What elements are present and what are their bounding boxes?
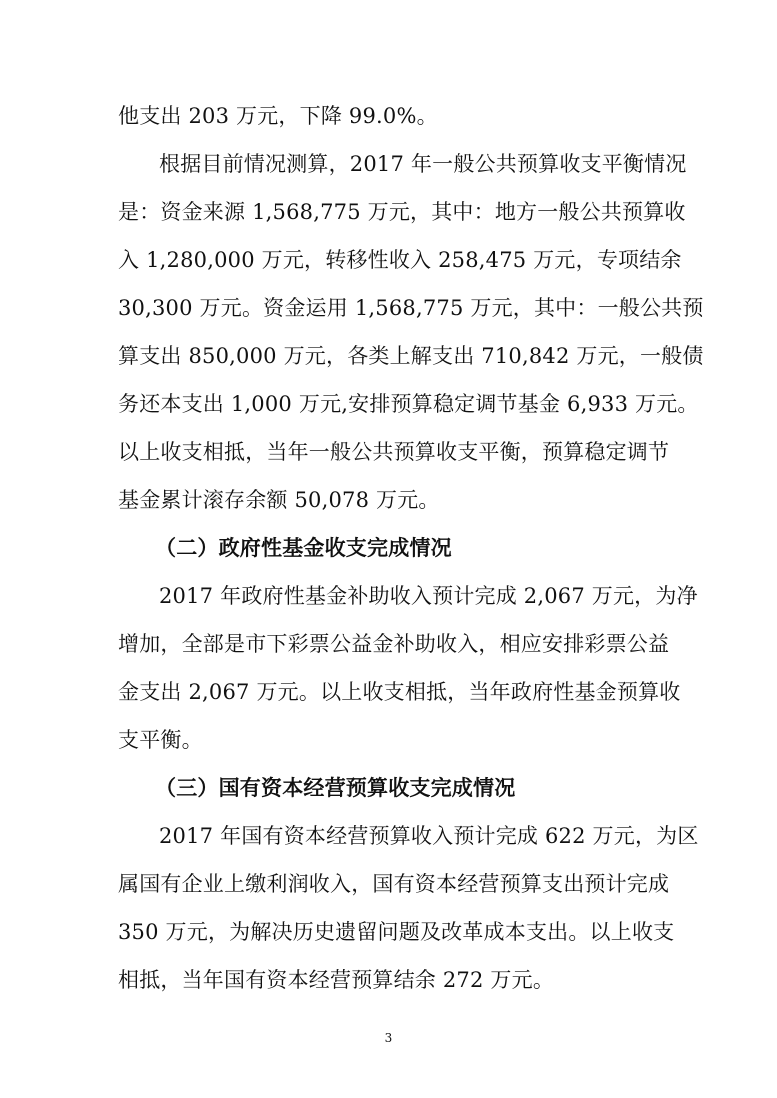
text-line: 350 万元，为解决历史遗留问题及改革成本支出。以上收支 (118, 920, 675, 944)
text-line: 入 1,280,000 万元，转移性收入 258,475 万元，专项结余 (118, 248, 682, 272)
text-line: 2017 年政府性基金补助收入预计完成 2,067 万元，为净 (159, 584, 698, 608)
text-line: 金支出 2,067 万元。以上收支相抵，当年政府性基金预算收 (118, 680, 681, 704)
text-line: 属国有企业上缴利润收入，国有资本经营预算支出预计完成 (118, 872, 670, 896)
text-line: 他支出 203 万元，下降 99.0%。 (118, 104, 438, 128)
text-line: 根据目前情况测算，2017 年一般公共预算收支平衡情况 (159, 152, 687, 176)
section-heading: （三）国有资本经营预算收支完成情况 (155, 775, 516, 800)
text-line: 增加，全部是市下彩票公益金补助收入，相应安排彩票公益 (118, 632, 670, 656)
text-line: 支平衡。 (118, 728, 203, 752)
text-line: 基金累计滚存余额 50,078 万元。 (118, 488, 440, 512)
text-line: 以上收支相抵，当年一般公共预算收支平衡，预算稳定调节 (118, 440, 670, 464)
text-line: 是：资金来源 1,568,775 万元，其中：地方一般公共预算收 (118, 200, 686, 224)
text-line: 务还本支出 1,000 万元,安排预算稳定调节基金 6,933 万元。 (118, 392, 699, 416)
text-line: 30,300 万元。资金运用 1,568,775 万元，其中：一般公共预 (118, 296, 704, 320)
page-number: 3 (384, 1031, 393, 1045)
text-line: 算支出 850,000 万元，各类上解支出 710,842 万元，一般债 (118, 344, 704, 368)
text-line: 2017 年国有资本经营预算收入预计完成 622 万元，为区 (159, 824, 699, 848)
section-heading: （二）政府性基金收支完成情况 (155, 535, 452, 560)
text-line: 相抵，当年国有资本经营预算结余 272 万元。 (118, 968, 555, 992)
